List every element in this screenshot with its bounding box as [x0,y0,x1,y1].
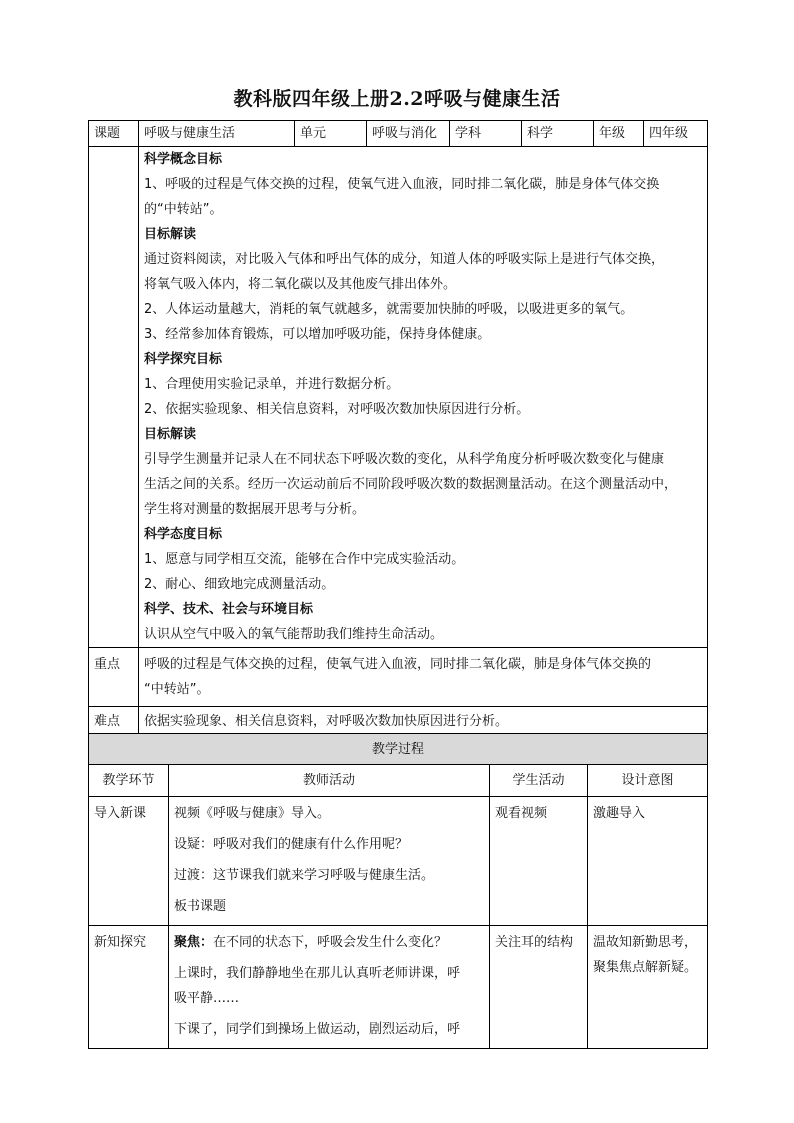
goal-line: 1、愿意与同学相互交流，能够在合作中完成实验活动。 [144,552,465,567]
unit-label: 单元 [295,121,367,147]
goal-heading: 科学探究目标 [144,352,223,367]
focus-label: 聚焦： [174,935,214,950]
key-point-row [89,648,708,707]
document-title: 教科版四年级上册2.2呼吸与健康生活 [233,88,561,110]
goal-line: 认识从空气中吸入的氧气能帮助我们维持生命活动。 [144,627,444,642]
goals-label-cell [89,147,139,648]
goal-line: 2、耐心、细致地完成测量活动。 [144,577,335,592]
goal-line: 通过资料阅读，对比吸入气体和呼出气体的成分，知道人体的呼吸实际上是进行气体交换， [144,252,665,267]
student-activity-cell: 观看视频 [490,797,588,926]
goal-heading: 科学概念目标 [144,152,223,167]
student-activity-cell: 关注耳的结构 [490,926,588,1049]
process-header-row [89,765,708,797]
table-row [89,797,708,926]
goal-line: 1、呼吸的过程是气体交换的过程，使氧气进入血液，同时排二氧化碳，肺是身体气体交换 [144,177,660,192]
key-point-label: 重点 [89,648,139,707]
goal-heading: 科学、技术、社会与环境目标 [144,602,314,617]
key-point-line: 呼吸的过程是气体交换的过程，使氧气进入血液，同时排二氧化碳，肺是身体气体交换的 [144,657,652,672]
goal-line: 1、合理使用实验记录单，并进行数据分析。 [144,377,400,392]
header-intent: 设计意图 [588,765,708,797]
subject-label: 学科 [450,121,522,147]
teacher-line: 吸平静…… [174,991,240,1006]
teacher-line: 板书课题 [174,899,227,914]
goals-row [89,147,708,648]
intent-cell: 温故知新勤思考，聚集焦点解新疑。 [588,926,708,1049]
goal-heading: 目标解读 [144,227,197,242]
topic-label: 课题 [89,121,139,147]
goal-line: 将氧气吸入体内，将二氧化碳以及其他废气排出体外。 [144,277,457,292]
info-row [89,121,708,147]
goal-line: 学生将对测量的数据展开思考与分析。 [144,502,366,517]
focus-question: 在不同的状态下，呼吸会发生什么变化？ [213,935,448,950]
teacher-line: 视频《呼吸与健康》导入。 [174,806,331,821]
unit-value: 呼吸与消化 [367,121,450,147]
teacher-line: 下课了，同学们到操场上做运动，剧烈运动后，呼 [174,1022,461,1037]
grade-value: 四年级 [644,121,708,147]
goals-content [139,147,708,648]
goal-line: 2、人体运动量越大，消耗的氧气就越多，就需要加快肺的呼吸，以吸进更多的氧气。 [144,302,634,317]
goal-heading: 科学态度目标 [144,527,223,542]
header-student: 学生活动 [490,765,588,797]
teacher-line: 设疑：呼吸对我们的健康有什么作用呢？ [174,837,409,852]
goal-heading: 目标解读 [144,427,197,442]
teacher-line [174,930,484,955]
key-point-line: “中转站”。 [144,682,210,697]
difficulty-content: 依据实验现象、相关信息资料，对呼吸次数加快原因进行分析。 [139,707,708,735]
difficulty-row [89,707,708,735]
goal-line: 3、经常参加体育锻炼，可以增加呼吸功能，保持身体健康。 [144,327,491,342]
lesson-info-table [88,120,708,735]
key-point-content [139,648,708,707]
table-row [89,926,708,1049]
teacher-line: 上课时，我们静静地坐在那儿认真听老师讲课，呼 [174,966,461,981]
difficulty-label: 难点 [89,707,139,735]
goal-line: 2、依据实验现象、相关信息资料，对呼吸次数加快原因进行分析。 [144,402,530,417]
header-teacher: 教师活动 [169,765,490,797]
stage-cell: 新知探究 [89,926,169,1049]
grade-label: 年级 [594,121,644,147]
intent-cell: 激趣导入 [588,797,708,926]
header-stage: 教学环节 [89,765,169,797]
goal-line: 引导学生测量并记录人在不同状态下呼吸次数的变化，从科学角度分析呼吸次数变化与健康 [144,452,665,467]
stage-cell: 导入新课 [89,797,169,926]
teacher-line: 过渡：这节课我们就来学习呼吸与健康生活。 [174,868,435,883]
topic-value: 呼吸与健康生活 [139,121,295,147]
goal-line: 生活之间的关系。经历一次运动前后不同阶段呼吸次数的数据测量活动。在这个测量活动中， [144,477,678,492]
teacher-activity-cell [169,797,490,926]
goal-line: 的“中转站”。 [144,202,223,217]
subject-value: 科学 [522,121,594,147]
teacher-activity-cell [169,926,490,1049]
teaching-process-table [88,733,708,1049]
process-title: 教学过程 [89,734,708,765]
process-title-row [89,734,708,765]
